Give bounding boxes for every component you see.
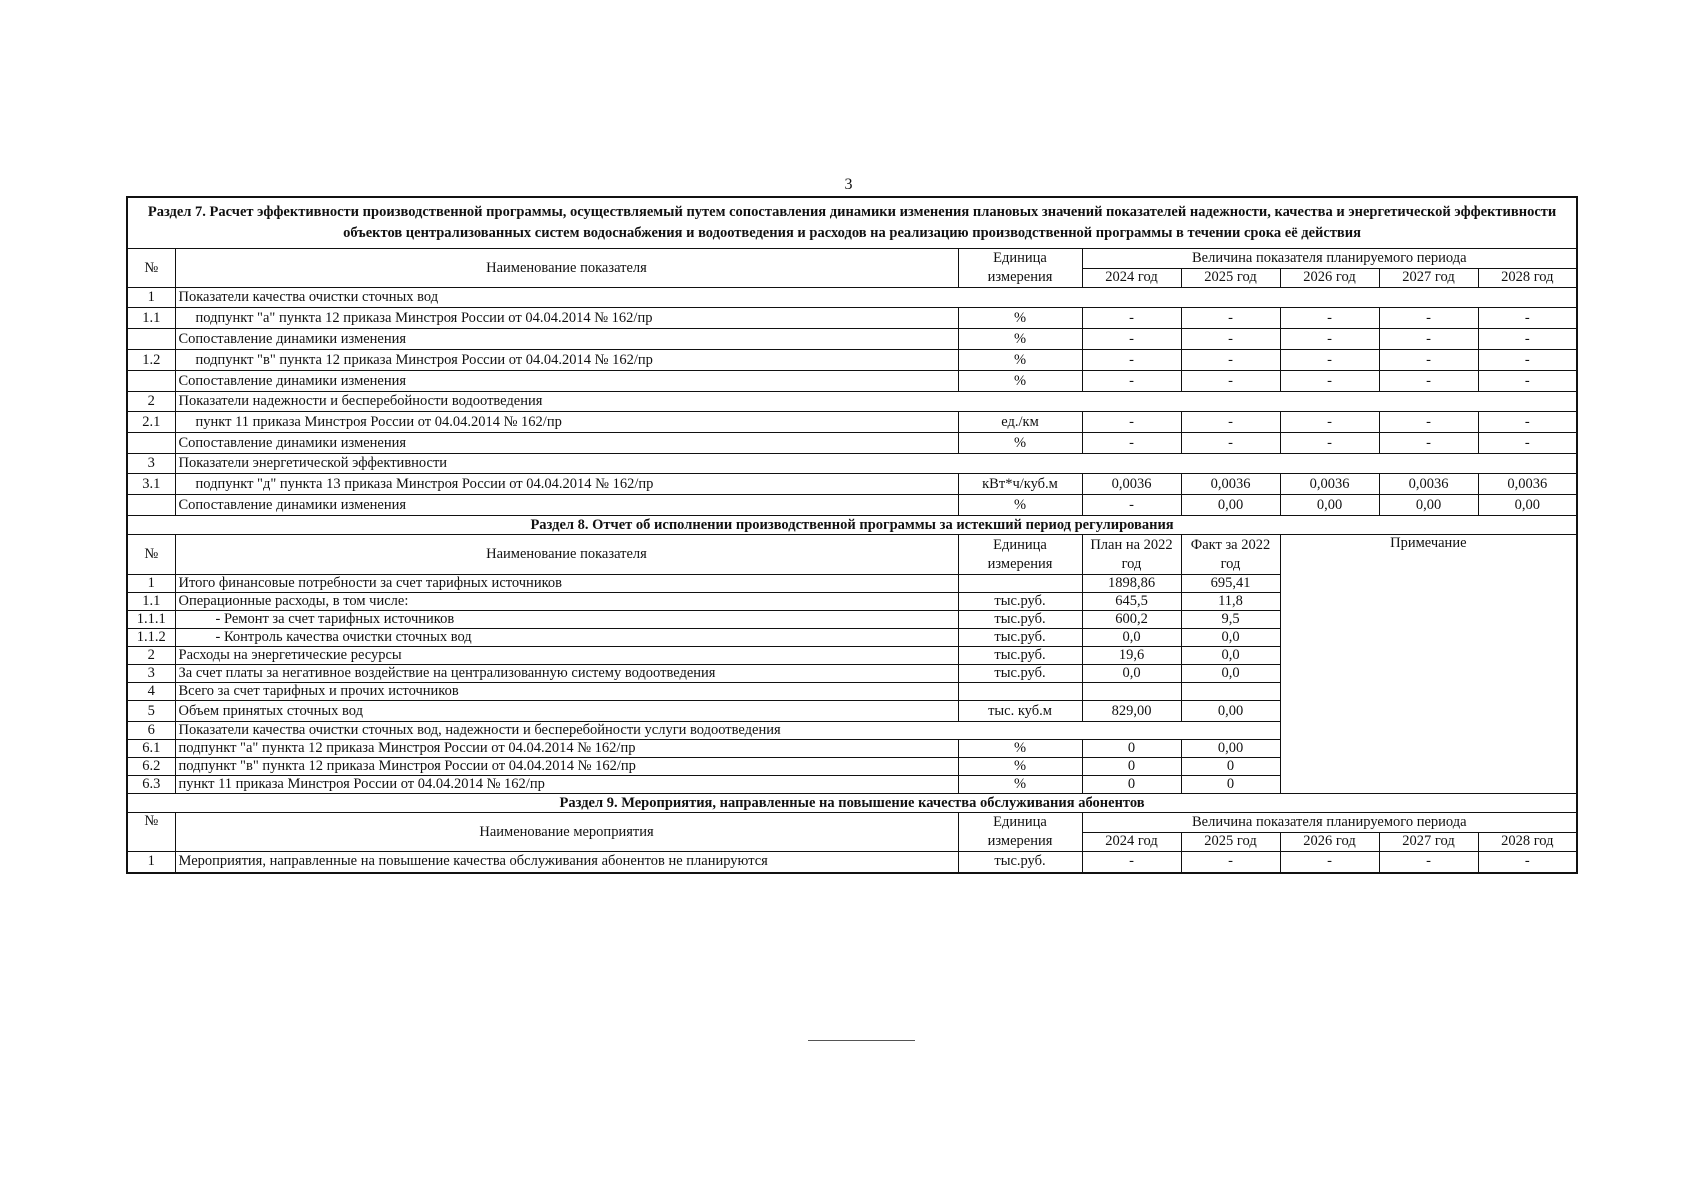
- row-unit: тыс.руб.: [958, 611, 1082, 629]
- section-7-header-row: [127, 249, 1577, 269]
- row-value: -: [1181, 308, 1280, 329]
- row-number: 1.1.2: [127, 629, 175, 647]
- row-unit: %: [958, 308, 1082, 329]
- row-value: -: [1181, 371, 1280, 392]
- col-note-header: Примечание: [1280, 535, 1577, 575]
- row-number: 2: [127, 647, 175, 665]
- row-fact: 695,41: [1181, 575, 1280, 593]
- row-value: 0,0036: [1379, 474, 1478, 495]
- row-number: 6.3: [127, 776, 175, 794]
- row-fact: 0,0: [1181, 647, 1280, 665]
- row-unit: тыс.руб.: [958, 665, 1082, 683]
- section-9-title: Раздел 9. Мероприятия, направленные на повышение качества обслуживания абонентов: [127, 794, 1577, 813]
- row-value: 0,00: [1379, 495, 1478, 516]
- section-9-title-row: [127, 794, 1577, 813]
- row-value: -: [1379, 350, 1478, 371]
- row-number: [127, 371, 175, 392]
- row-unit: [958, 575, 1082, 593]
- row-plan: 19,6: [1082, 647, 1181, 665]
- row-unit: тыс.руб.: [958, 629, 1082, 647]
- row-value: 0,0036: [1478, 474, 1577, 495]
- row-value: -: [1379, 852, 1478, 873]
- row-number: 6.1: [127, 740, 175, 758]
- row-plan: 0,0: [1082, 629, 1181, 647]
- section-8-header-row: [127, 535, 1577, 575]
- row-value: -: [1379, 329, 1478, 350]
- table-row: [127, 495, 1577, 516]
- row-number: [127, 329, 175, 350]
- row-fact: 11,8: [1181, 593, 1280, 611]
- row-number: 1: [127, 575, 175, 593]
- row-fact: 0,0: [1181, 665, 1280, 683]
- col-no-header: №: [127, 249, 175, 288]
- row-name: Сопоставление динамики изменения: [175, 433, 958, 454]
- row-name: подпункт "д" пункта 13 приказа Минстроя России от 04.04.2014 № 162/пр: [175, 474, 958, 495]
- row-unit: %: [958, 495, 1082, 516]
- page-number: 3: [844, 176, 853, 193]
- table-row: [127, 392, 1577, 412]
- col-name-header: Наименование мероприятия: [175, 813, 958, 852]
- year-header: 2024 год: [1082, 268, 1181, 288]
- row-name: подпункт "в" пункта 12 приказа Минстроя России от 04.04.2014 № 162/пр: [175, 758, 958, 776]
- row-number: [127, 433, 175, 454]
- col-fact-header: Факт за 2022 год: [1181, 535, 1280, 575]
- row-value: -: [1181, 329, 1280, 350]
- row-unit: %: [958, 371, 1082, 392]
- row-value: -: [1478, 350, 1577, 371]
- row-value: 0,00: [1280, 495, 1379, 516]
- row-value: -: [1181, 433, 1280, 454]
- row-name: Сопоставление динамики изменения: [175, 495, 958, 516]
- col-period-header: Величина показателя планируемого периода: [1082, 249, 1577, 269]
- row-value: -: [1478, 308, 1577, 329]
- row-unit: тыс.руб.: [958, 593, 1082, 611]
- table-row: [127, 474, 1577, 495]
- row-fact: [1181, 683, 1280, 701]
- row-value: -: [1280, 308, 1379, 329]
- row-unit: %: [958, 776, 1082, 794]
- row-number: 1: [127, 852, 175, 873]
- year-header: 2028 год: [1478, 268, 1577, 288]
- row-value: -: [1082, 308, 1181, 329]
- row-name: Расходы на энергетические ресурсы: [175, 647, 958, 665]
- col-unit-header: Единица измерения: [958, 249, 1082, 288]
- row-number: 6.2: [127, 758, 175, 776]
- row-value: -: [1280, 433, 1379, 454]
- row-value: 0,00: [1181, 495, 1280, 516]
- table-row: [127, 308, 1577, 329]
- year-header: 2025 год: [1181, 832, 1280, 852]
- table-row: [127, 852, 1577, 873]
- row-name: пункт 11 приказа Минстроя России от 04.04.2014 № 162/пр: [175, 776, 958, 794]
- row-fact: 0,0: [1181, 629, 1280, 647]
- row-number: 1.1.1: [127, 611, 175, 629]
- row-name: Мероприятия, направленные на повышение качества обслуживания абонентов не планируются: [175, 852, 958, 873]
- row-name: подпункт "а" пункта 12 приказа Минстроя России от 04.04.2014 № 162/пр: [175, 740, 958, 758]
- document-body: [126, 196, 1576, 874]
- row-unit: тыс.руб.: [958, 647, 1082, 665]
- table-row: [127, 575, 1577, 593]
- row-value: -: [1478, 371, 1577, 392]
- row-value: -: [1082, 852, 1181, 873]
- section-8-title: Раздел 8. Отчет об исполнении производственной программы за истекший период регулирования: [127, 516, 1577, 535]
- table-row: [127, 329, 1577, 350]
- row-group-name: Показатели энергетической эффективности: [175, 454, 1577, 474]
- row-name: Всего за счет тарифных и прочих источников: [175, 683, 958, 701]
- row-plan: 829,00: [1082, 701, 1181, 722]
- table-row: [127, 412, 1577, 433]
- row-value: -: [1379, 412, 1478, 433]
- row-value: -: [1379, 308, 1478, 329]
- row-name: пункт 11 приказа Минстроя России от 04.04.2014 № 162/пр: [175, 412, 958, 433]
- row-number: 4: [127, 683, 175, 701]
- row-number: [127, 495, 175, 516]
- table-row: [127, 350, 1577, 371]
- row-value: -: [1478, 852, 1577, 873]
- row-group-name: Показатели качества очистки сточных вод, надежности и бесперебойности услуги водоотведения: [175, 722, 1280, 740]
- row-value: -: [1280, 852, 1379, 873]
- row-value: -: [1280, 350, 1379, 371]
- row-value: 0,0036: [1181, 474, 1280, 495]
- row-fact: 0: [1181, 758, 1280, 776]
- row-value: 0,00: [1478, 495, 1577, 516]
- row-value: -: [1181, 412, 1280, 433]
- row-value: -: [1478, 412, 1577, 433]
- row-value: -: [1478, 433, 1577, 454]
- row-unit: %: [958, 740, 1082, 758]
- row-value: -: [1379, 371, 1478, 392]
- row-plan: [1082, 683, 1181, 701]
- section-7-title-row: [127, 197, 1577, 249]
- row-number: 1.2: [127, 350, 175, 371]
- row-number: 1.1: [127, 308, 175, 329]
- row-number: 2: [127, 392, 175, 412]
- row-value: -: [1478, 329, 1577, 350]
- row-unit: %: [958, 433, 1082, 454]
- row-name: Объем принятых сточных вод: [175, 701, 958, 722]
- section-9-header-row: [127, 813, 1577, 833]
- row-number: 6: [127, 722, 175, 740]
- row-plan: 0: [1082, 740, 1181, 758]
- row-plan: 600,2: [1082, 611, 1181, 629]
- row-unit: %: [958, 350, 1082, 371]
- row-value: -: [1082, 350, 1181, 371]
- col-name-header: Наименование показателя: [175, 249, 958, 288]
- row-number: 3: [127, 454, 175, 474]
- report-table: [126, 196, 1578, 874]
- row-fact: 0,00: [1181, 701, 1280, 722]
- col-no-header: №: [127, 535, 175, 575]
- row-value: 0,0036: [1280, 474, 1379, 495]
- row-value: -: [1280, 329, 1379, 350]
- row-value: -: [1181, 350, 1280, 371]
- year-header: 2027 год: [1379, 268, 1478, 288]
- table-row: [127, 371, 1577, 392]
- year-header: 2027 год: [1379, 832, 1478, 852]
- table-row: [127, 288, 1577, 308]
- table-row: [127, 433, 1577, 454]
- note-cell: [1280, 575, 1577, 794]
- row-value: -: [1082, 371, 1181, 392]
- row-plan: 645,5: [1082, 593, 1181, 611]
- row-number: 5: [127, 701, 175, 722]
- row-value: -: [1280, 371, 1379, 392]
- col-no-header: №: [127, 813, 175, 852]
- row-name: - Контроль качества очистки сточных вод: [175, 629, 958, 647]
- row-fact: 0: [1181, 776, 1280, 794]
- row-number: 3.1: [127, 474, 175, 495]
- row-name: Сопоставление динамики изменения: [175, 371, 958, 392]
- row-value: -: [1082, 329, 1181, 350]
- row-unit: ед./км: [958, 412, 1082, 433]
- col-unit-header: Единица измерения: [958, 813, 1082, 852]
- table-row: [127, 454, 1577, 474]
- footer-separator: [790, 1040, 915, 1041]
- row-value: -: [1280, 412, 1379, 433]
- row-name: подпункт "в" пункта 12 приказа Минстроя России от 04.04.2014 № 162/пр: [175, 350, 958, 371]
- section-7-title: Раздел 7. Расчет эффективности производственной программы, осуществляемый путем сопоставления динамики изменения плановых значений показателей надежности, качества и энергетической эффективности объектов централизованных систем водоснабжения и водоотведения и расходов на реализацию производственной программы в течении срока её действия: [127, 197, 1577, 249]
- row-plan: 0: [1082, 758, 1181, 776]
- row-plan: 0: [1082, 776, 1181, 794]
- row-number: 1: [127, 288, 175, 308]
- year-header: 2025 год: [1181, 268, 1280, 288]
- row-unit: тыс. куб.м: [958, 701, 1082, 722]
- row-value: -: [1379, 433, 1478, 454]
- section-8-title-row: [127, 516, 1577, 535]
- row-unit: [958, 683, 1082, 701]
- col-unit-header: Единица измерения: [958, 535, 1082, 575]
- row-value: -: [1082, 412, 1181, 433]
- row-number: 1.1: [127, 593, 175, 611]
- row-group-name: Показатели качества очистки сточных вод: [175, 288, 1577, 308]
- row-name: Сопоставление динамики изменения: [175, 329, 958, 350]
- row-unit: %: [958, 329, 1082, 350]
- row-value: -: [1082, 495, 1181, 516]
- row-name: Итого финансовые потребности за счет тарифных источников: [175, 575, 958, 593]
- row-name: Операционные расходы, в том числе:: [175, 593, 958, 611]
- row-name: - Ремонт за счет тарифных источников: [175, 611, 958, 629]
- year-header: 2024 год: [1082, 832, 1181, 852]
- row-value: -: [1181, 852, 1280, 873]
- row-name: За счет платы за негативное воздействие на централизованную систему водоотведения: [175, 665, 958, 683]
- row-unit: %: [958, 758, 1082, 776]
- row-number: 3: [127, 665, 175, 683]
- year-header: 2026 год: [1280, 832, 1379, 852]
- row-name: подпункт "а" пункта 12 приказа Минстроя России от 04.04.2014 № 162/пр: [175, 308, 958, 329]
- row-fact: 0,00: [1181, 740, 1280, 758]
- year-header: 2026 год: [1280, 268, 1379, 288]
- row-plan: 0,0: [1082, 665, 1181, 683]
- col-name-header: Наименование показателя: [175, 535, 958, 575]
- row-fact: 9,5: [1181, 611, 1280, 629]
- row-value: 0,0036: [1082, 474, 1181, 495]
- year-header: 2028 год: [1478, 832, 1577, 852]
- row-number: 2.1: [127, 412, 175, 433]
- row-group-name: Показатели надежности и бесперебойности водоотведения: [175, 392, 1577, 412]
- col-plan-header: План на 2022 год: [1082, 535, 1181, 575]
- row-plan: 1898,86: [1082, 575, 1181, 593]
- col-period-header: Величина показателя планируемого периода: [1082, 813, 1577, 833]
- row-unit: тыс.руб.: [958, 852, 1082, 873]
- row-value: -: [1082, 433, 1181, 454]
- row-unit: кВт*ч/куб.м: [958, 474, 1082, 495]
